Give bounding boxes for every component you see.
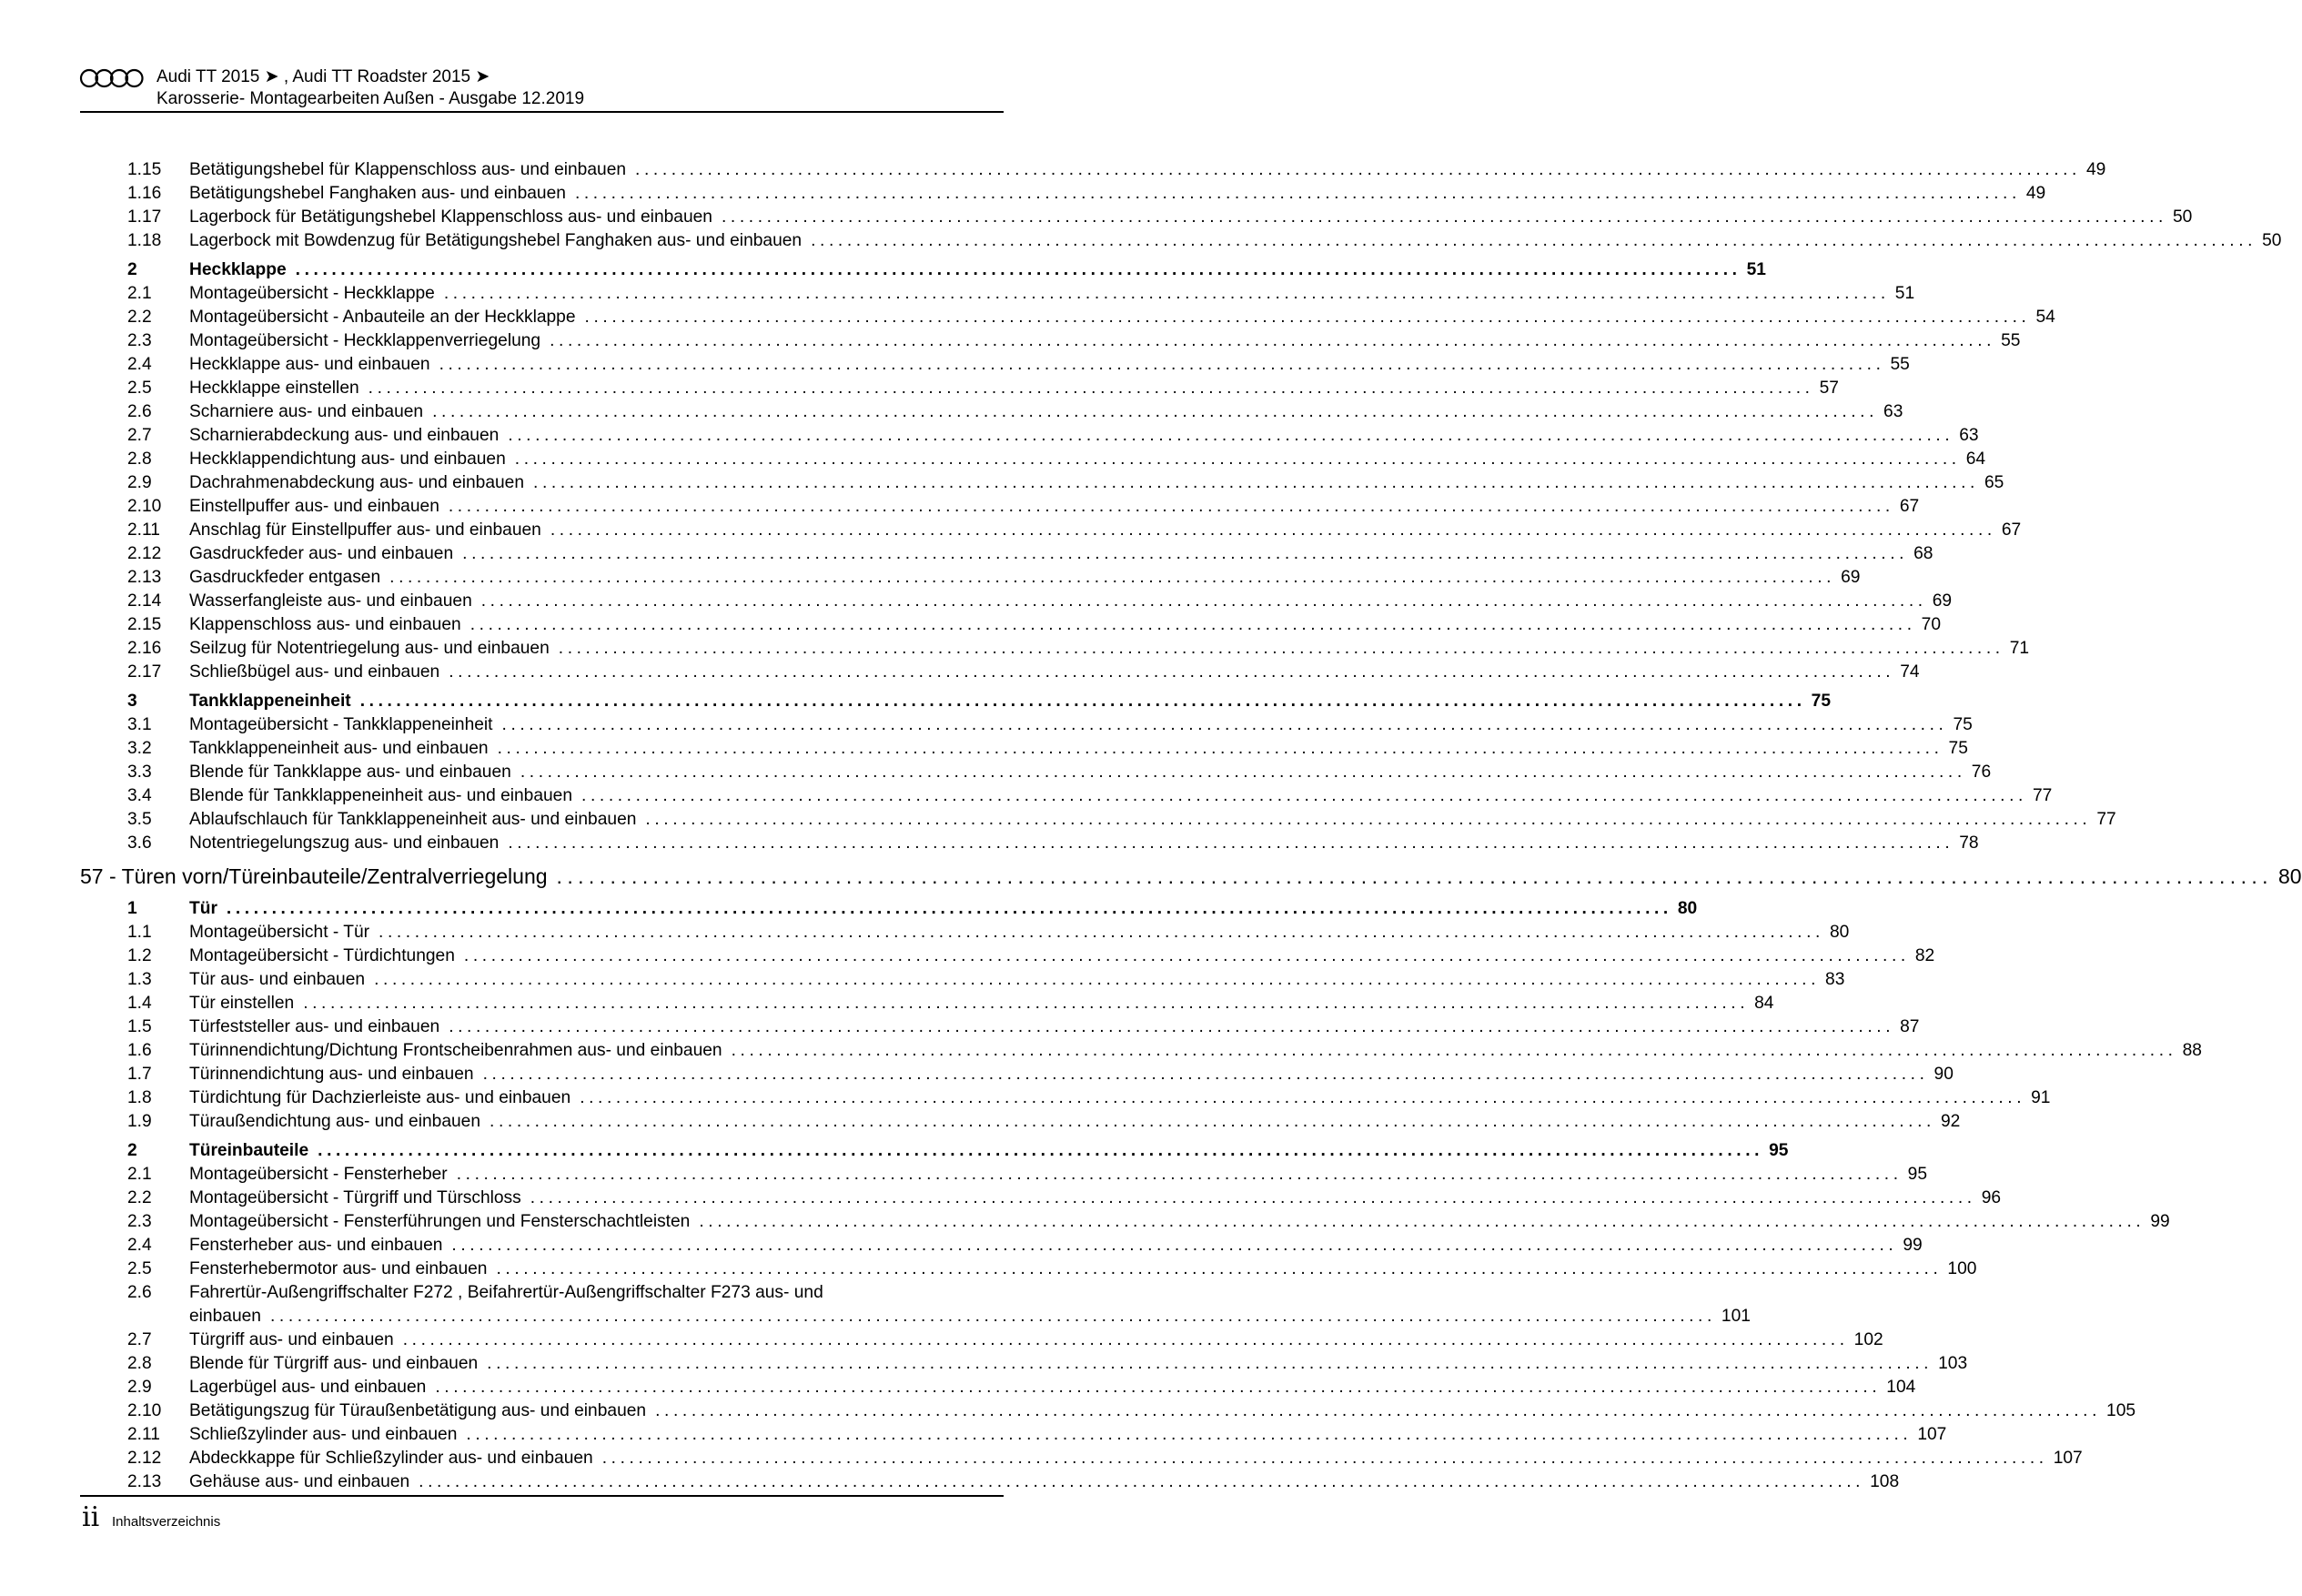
toc-entry-number: 1.7 — [127, 1065, 152, 1084]
toc-entry-row[interactable] — [80, 495, 1920, 519]
toc-entry-number: 2.13 — [127, 1472, 162, 1491]
toc-entry-title: Dachrahmenabdeckung aus- und einbauen — [189, 473, 525, 492]
toc-entry-number: 2.12 — [127, 1449, 162, 1468]
toc-page-number: 74 — [1900, 662, 1920, 682]
dot-leader: ................................................................................................................................................................ — [487, 1354, 1933, 1373]
toc-entry-title: Türfeststeller aus- und einbauen — [189, 1017, 440, 1036]
dot-leader: ................................................................................................................................................................ — [496, 1259, 1943, 1278]
toc-page-number: 103 — [1938, 1354, 1968, 1373]
toc-page-number: 83 — [1825, 970, 1845, 989]
toc-page-number: 49 — [2025, 184, 2046, 203]
toc-entry-row[interactable] — [80, 1281, 1751, 1328]
toc-entry-number: 2.8 — [127, 1354, 152, 1373]
toc-entry-title: Heckklappendichtung aus- und einbauen — [189, 450, 506, 469]
dot-leader: ................................................................................................................................................................ — [508, 833, 1954, 853]
dot-leader: ................................................................................................................................................................ — [466, 1425, 1913, 1444]
toc-page-number: 69 — [1841, 568, 1861, 587]
dot-leader: ................................................................................................................................................................ — [581, 786, 2027, 805]
dot-leader: ................................................................................................................................................................ — [490, 1112, 1935, 1131]
toc-entry-title: Türeinbauteile — [189, 1141, 309, 1160]
toc-entry-number: 1.17 — [127, 207, 162, 227]
toc-page-number: 51 — [1746, 260, 1766, 279]
toc-entry-row[interactable] — [80, 1376, 1916, 1399]
toc-entry-title: Lagerbock mit Bowdenzug für Betätigungshebel Fanghaken aus- und einbauen — [189, 231, 803, 250]
toc-entry-title: Tankklappeneinheit aus- und einbauen — [189, 739, 489, 758]
toc-entry-number: 2.12 — [127, 544, 162, 563]
toc-entry-title: Notentriegelungszug aus- und einbauen — [189, 833, 500, 853]
toc-section-row[interactable] — [80, 258, 1766, 282]
dot-leader: ................................................................................................................................................................ — [469, 615, 1916, 634]
toc-entry-title: Tür — [189, 899, 217, 918]
dot-leader: ................................................................................................................................................................ — [533, 473, 1979, 492]
toc-entry-number: 3.1 — [127, 715, 152, 734]
toc-page-number: 50 — [2262, 231, 2282, 250]
toc-page-number: 77 — [2032, 786, 2053, 805]
toc-page-number: 108 — [1870, 1472, 1900, 1491]
toc-entry-row[interactable] — [80, 921, 1850, 944]
toc-entry-title: Montageübersicht - Tür — [189, 923, 370, 942]
toc-entry-row[interactable] — [80, 424, 1979, 448]
dot-leader: ................................................................................................................................................................ — [463, 946, 1910, 965]
dot-leader: ................................................................................................................................................................ — [448, 497, 1894, 516]
toc-page-number: 107 — [1917, 1425, 1947, 1444]
toc-entry-title: Türdichtung für Dachzierleiste aus- und einbauen — [189, 1088, 571, 1107]
toc-entry-number: 2.4 — [127, 355, 152, 374]
toc-entry-title: Blende für Türgriff aus- und einbauen — [189, 1354, 479, 1373]
toc-entry-title: Klappenschloss aus- und einbauen — [189, 615, 461, 634]
toc-entry-title: Montageübersicht - Türgriff und Türschloss — [189, 1188, 521, 1207]
toc-entry-title: Lagerbügel aus- und einbauen — [189, 1378, 427, 1397]
toc-page-number: 95 — [1769, 1141, 1789, 1160]
toc-entry-row[interactable] — [80, 784, 2053, 808]
toc-entry-number: 2.3 — [127, 1212, 152, 1231]
dot-leader: ................................................................................................................................................................ — [480, 591, 1927, 611]
dot-leader: ................................................................................................................................................................ — [269, 1307, 1716, 1326]
toc-entry-title: Scharnierabdeckung aus- und einbauen — [189, 426, 500, 445]
toc-entry-row[interactable] — [80, 1399, 2136, 1423]
toc-entry-title: Scharniere aus- und einbauen — [189, 402, 424, 421]
toc-entry-title: Montageübersicht - Fensterführungen und Fensterschachtleisten — [189, 1212, 691, 1231]
toc-entry-row[interactable] — [80, 944, 1935, 968]
toc-entry-number: 2.5 — [127, 379, 152, 398]
dot-leader: ................................................................................................................................................................ — [462, 544, 1909, 563]
toc-entry-row[interactable] — [80, 1063, 1954, 1086]
toc-entry-row[interactable] — [80, 566, 1861, 590]
dot-leader: ................................................................................................................................................................ — [501, 715, 1948, 734]
toc-page-number: 67 — [2001, 520, 2022, 540]
dot-leader: ................................................................................................................................................................ — [402, 1330, 1849, 1349]
toc-entry-number: 2.4 — [127, 1236, 152, 1255]
toc-entry-number: 2.14 — [127, 591, 162, 611]
toc-page-number: 64 — [1965, 450, 1986, 469]
toc-entry-number: 3.4 — [127, 786, 152, 805]
toc-entry-title: Wasserfangleiste aus- und einbauen — [189, 591, 472, 611]
footer-page-number: ii — [82, 1501, 100, 1533]
toc-entry-title: Betätigungshebel für Klappenschloss aus- und einbauen — [189, 160, 627, 179]
toc-page-number: 67 — [1899, 497, 1920, 516]
toc-entry-number: 1.4 — [127, 994, 152, 1013]
toc-entry-number: 2.8 — [127, 450, 152, 469]
toc-entry-title: Türinnendichtung/Dichtung Frontscheibenrahmen aus- und einbauen — [189, 1041, 722, 1060]
toc-page-number: 76 — [1971, 763, 1992, 782]
toc-entry-title: Blende für Tankklappeneinheit aus- und einbauen — [189, 786, 573, 805]
toc-page-number: 75 — [1811, 692, 1831, 711]
toc-entry-title: Heckklappe — [189, 260, 287, 279]
toc-entry-title: Türgriff aus- und einbauen — [189, 1330, 394, 1349]
dot-leader: ................................................................................................................................................................ — [556, 864, 2273, 888]
toc-page-number: 100 — [1947, 1259, 1977, 1278]
toc-entry-row[interactable] — [80, 400, 1903, 424]
toc-page-number: 107 — [2053, 1449, 2083, 1468]
toc-entry-title: Einstellpuffer aus- und einbauen — [189, 497, 439, 516]
toc-entry-row[interactable] — [80, 329, 2021, 353]
toc-page-number: 69 — [1932, 591, 1953, 611]
toc-entry-row[interactable] — [80, 377, 1839, 400]
toc-entry-title: Tankklappeneinheit — [189, 692, 351, 711]
dot-leader: ................................................................................................................................................................ — [497, 739, 1944, 758]
toc-page-number: 80 — [2277, 864, 2302, 888]
toc-page-number: 92 — [1940, 1112, 1961, 1131]
toc-entry-row[interactable] — [80, 158, 2106, 182]
toc-entry-row[interactable] — [80, 448, 1986, 471]
toc-entry-row[interactable] — [80, 519, 2022, 542]
toc-page-number: 95 — [1907, 1165, 1927, 1184]
toc-entry-title: Abdeckkappe für Schließzylinder aus- und einbauen — [189, 1449, 593, 1468]
toc-entry-number: 2.1 — [127, 284, 152, 303]
toc-entry-number: 1.1 — [127, 923, 152, 942]
dot-leader: ................................................................................................................................................................ — [374, 970, 1821, 989]
toc-entry-number: 2 — [127, 260, 137, 279]
toc-entry-number: 2.13 — [127, 568, 162, 587]
dot-leader: ................................................................................................................................................................ — [645, 810, 2092, 829]
dot-leader: ................................................................................................................................................................ — [435, 1378, 1882, 1397]
toc-entry-row[interactable] — [80, 992, 1774, 1015]
toc-page-number: 70 — [1921, 615, 1941, 634]
toc-page-number: 54 — [2035, 308, 2055, 327]
toc-entry-number: 2.6 — [127, 402, 152, 421]
toc-entry-title: Montageübersicht - Heckklappenverriegelung — [189, 331, 541, 350]
toc-entry-title: Gehäuse aus- und einbauen — [189, 1472, 410, 1491]
toc-entry-row[interactable] — [80, 832, 1979, 855]
toc-entry-number: 2.9 — [127, 473, 152, 492]
dot-leader: ................................................................................................................................................................ — [601, 1449, 2048, 1468]
toc-entry-row[interactable] — [80, 182, 2046, 206]
toc-entry-title: Montageübersicht - Türdichtungen — [189, 946, 455, 965]
toc-entry-row[interactable] — [80, 968, 1845, 992]
toc-page-number: 71 — [2009, 639, 2030, 658]
toc-entry-row[interactable] — [80, 661, 1920, 684]
dot-leader: ................................................................................................................................................................ — [530, 1188, 1976, 1207]
toc-page-number: 99 — [2150, 1212, 2170, 1231]
dot-leader: ................................................................................................................................................................ — [482, 1065, 1929, 1084]
dot-leader: ................................................................................................................................................................ — [295, 260, 1742, 279]
toc-entry-number: 2.17 — [127, 662, 162, 682]
dot-leader: ................................................................................................................................................................ — [451, 1236, 1898, 1255]
toc-entry-row[interactable] — [80, 613, 1941, 637]
toc-entry-title: Schließbügel aus- und einbauen — [189, 662, 440, 682]
toc-page-number: 63 — [1959, 426, 1979, 445]
dot-leader: ................................................................................................................................................................ — [731, 1041, 2177, 1060]
dot-leader: ................................................................................................................................................................ — [514, 450, 1961, 469]
toc-entry-title: Montageübersicht - Fensterheber — [189, 1165, 448, 1184]
toc-entry-number: 2.15 — [127, 615, 162, 634]
toc-page-number: 80 — [1677, 899, 1698, 918]
toc-page-number: 75 — [1948, 739, 1968, 758]
toc-entry-number: 1.16 — [127, 184, 162, 203]
toc-page-number: 96 — [1981, 1188, 2002, 1207]
audi-rings-logo-icon — [80, 67, 144, 89]
toc-entry-number: 1.5 — [127, 1017, 152, 1036]
toc-entry-title: Montageübersicht - Tankklappeneinheit — [189, 715, 493, 734]
toc-entry-row[interactable] — [80, 737, 1968, 761]
dot-leader: ................................................................................................................................................................ — [318, 1141, 1764, 1160]
toc-entry-number: 2.7 — [127, 426, 152, 445]
toc-entry-number: 2.5 — [127, 1259, 152, 1278]
toc-section-row[interactable] — [80, 690, 1831, 713]
dot-leader: ................................................................................................................................................................ — [379, 923, 1824, 942]
toc-entry-title: Anschlag für Einstellpuffer aus- und einbauen — [189, 520, 541, 540]
toc-entry-number: 2.10 — [127, 497, 162, 516]
toc-page-number: 88 — [2182, 1041, 2202, 1060]
toc-entry-row[interactable] — [80, 1110, 1961, 1134]
toc-entry-number: 3.6 — [127, 833, 152, 853]
toc-entry-row[interactable] — [80, 1234, 1923, 1258]
toc-page-number: 101 — [1721, 1307, 1751, 1326]
toc-entry-title: Lagerbock für Betätigungshebel Klappenschloss aus- und einbauen — [189, 207, 712, 227]
toc-page-number: 91 — [2031, 1088, 2051, 1107]
toc-page-number: 78 — [1959, 833, 1979, 853]
toc-entry-number: 2.2 — [127, 1188, 152, 1207]
toc-entry-number: 2.16 — [127, 639, 162, 658]
dot-leader: ................................................................................................................................................................ — [226, 899, 1672, 918]
toc-entry-row[interactable] — [80, 1258, 1977, 1281]
toc-entry-number: 2 — [127, 1141, 137, 1160]
toc-entry-number: 1.3 — [127, 970, 152, 989]
toc-entry-number: 1.18 — [127, 231, 162, 250]
toc-entry-number: 1 — [127, 899, 137, 918]
dot-leader: ................................................................................................................................................................ — [721, 207, 2167, 227]
header-divider — [80, 111, 1004, 113]
toc-entry-number: 3.5 — [127, 810, 152, 829]
toc-entry-row[interactable] — [80, 471, 2004, 495]
dot-leader: ................................................................................................................................................................ — [580, 1088, 2026, 1107]
dot-leader: ................................................................................................................................................................ — [449, 662, 1895, 682]
toc-page-number: 104 — [1886, 1378, 1916, 1397]
toc-entry-row[interactable] — [80, 1470, 1900, 1494]
toc-page-number: 49 — [2086, 160, 2106, 179]
toc-entry-row[interactable] — [80, 1328, 1883, 1352]
toc-entry-title: Schließzylinder aus- und einbauen — [189, 1425, 458, 1444]
dot-leader: ................................................................................................................................................................ — [432, 402, 1879, 421]
footer-label: Inhaltsverzeichnis — [112, 1514, 221, 1530]
toc-entry-number: 1.6 — [127, 1041, 152, 1060]
toc-page-number: 65 — [1984, 473, 2004, 492]
dot-leader: ................................................................................................................................................................ — [449, 1017, 1895, 1036]
toc-entry-title: Fensterhebermotor aus- und einbauen — [189, 1259, 488, 1278]
toc-page-number: 77 — [2096, 810, 2116, 829]
dot-leader: ................................................................................................................................................................ — [699, 1212, 2146, 1231]
toc-entry-row[interactable] — [80, 637, 2030, 661]
toc-entry-number: 2.11 — [127, 520, 160, 540]
toc-entry-row[interactable] — [80, 1039, 2202, 1063]
dot-leader: ................................................................................................................................................................ — [439, 355, 1885, 374]
toc-entry-title: Blende für Tankklappe aus- und einbauen — [189, 763, 511, 782]
dot-leader: ................................................................................................................................................................ — [419, 1472, 1865, 1491]
toc-page-number: 51 — [1894, 284, 1915, 303]
toc-entry-row[interactable] — [80, 1447, 2083, 1470]
toc-page-number: 105 — [2106, 1401, 2136, 1420]
dot-leader: ................................................................................................................................................................ — [456, 1165, 1903, 1184]
toc-entry-title: 57 - Türen vorn/Türeinbauteile/Zentralverriegelung — [80, 864, 548, 888]
toc-page-number: 82 — [1914, 946, 1935, 965]
dot-leader: ................................................................................................................................................................ — [574, 184, 2021, 203]
toc-entry-number: 2.2 — [127, 308, 152, 327]
toc-entry-number: 2.7 — [127, 1330, 152, 1349]
toc-page-number: 63 — [1883, 402, 1903, 421]
toc-entry-number: 1.2 — [127, 946, 152, 965]
toc-entry-row[interactable] — [80, 306, 2055, 329]
dot-leader: ................................................................................................................................................................ — [550, 331, 1996, 350]
toc-entry-number: 2.1 — [127, 1165, 152, 1184]
toc-entry-row[interactable] — [80, 761, 1992, 784]
toc-entry-number: 3.3 — [127, 763, 152, 782]
toc-entry-number: 1.15 — [127, 160, 162, 179]
toc-entry-row[interactable] — [80, 1163, 1927, 1187]
toc-page-number: 80 — [1829, 923, 1850, 942]
dot-leader: ................................................................................................................................................................ — [443, 284, 1890, 303]
header-subtitle: Karosserie- Montagearbeiten Außen - Ausgabe 12.2019 — [156, 89, 585, 108]
header-title: Audi TT 2015 ➤ , Audi TT Roadster 2015 ➤ — [156, 67, 490, 86]
toc-entry-number: 3.2 — [127, 739, 152, 758]
dot-leader: ................................................................................................................................................................ — [558, 639, 2004, 658]
toc-page-number: 99 — [1903, 1236, 1923, 1255]
dot-leader: ................................................................................................................................................................ — [359, 692, 1806, 711]
toc-entry-title: Heckklappe einstellen — [189, 379, 359, 398]
toc-entry-number: 1.9 — [127, 1112, 152, 1131]
toc-page-number: 102 — [1853, 1330, 1883, 1349]
toc-entry-number: 2.10 — [127, 1401, 162, 1420]
toc-entry-title: Tür einstellen — [189, 994, 295, 1013]
toc-section-row[interactable] — [80, 897, 1698, 921]
table-of-contents — [80, 158, 2302, 1494]
toc-entry-number: 3 — [127, 692, 137, 711]
toc-entry-title: Montageübersicht - Anbauteile an der Heckklappe — [189, 308, 576, 327]
toc-entry-row[interactable] — [80, 590, 1953, 613]
dot-leader: ................................................................................................................................................................ — [635, 160, 2081, 179]
toc-entry-title: Gasdruckfeder entgasen — [189, 568, 381, 587]
toc-entry-number: 2.9 — [127, 1378, 152, 1397]
toc-section-row[interactable] — [80, 1139, 1789, 1163]
dot-leader: ................................................................................................................................................................ — [368, 379, 1814, 398]
toc-entry-row[interactable] — [80, 1086, 2051, 1110]
toc-page-number: 84 — [1754, 994, 1774, 1013]
toc-entry-title: Türaußendichtung aus- und einbauen — [189, 1112, 481, 1131]
dot-leader: ................................................................................................................................................................ — [584, 308, 2031, 327]
toc-entry-title: Montageübersicht - Heckklappe — [189, 284, 435, 303]
toc-entry-title: einbauen — [189, 1307, 261, 1326]
dot-leader: ................................................................................................................................................................ — [303, 994, 1750, 1013]
toc-page-number: 55 — [1890, 355, 1910, 374]
toc-entry-row[interactable] — [80, 713, 1973, 737]
toc-page-number: 57 — [1819, 379, 1839, 398]
toc-entry-number: 2.3 — [127, 331, 152, 350]
dot-leader: ................................................................................................................................................................ — [520, 763, 1966, 782]
toc-entry-row[interactable] — [80, 542, 1933, 566]
toc-entry-title: Betätigungshebel Fanghaken aus- und einbauen — [189, 184, 566, 203]
toc-entry-row[interactable] — [80, 1187, 2002, 1210]
toc-entry-title: Ablaufschlauch für Tankklappeneinheit aus- und einbauen — [189, 810, 637, 829]
toc-entry-number: 2.11 — [127, 1425, 160, 1444]
toc-entry-row[interactable] — [80, 353, 1910, 377]
toc-entry-title: Betätigungszug für Türaußenbetätigung aus- und einbauen — [189, 1401, 647, 1420]
toc-entry-row[interactable] — [80, 282, 1915, 306]
toc-entry-title-line1: Fahrertür-Außengriffschalter F272 , Beifahrertür-Außengriffschalter F273 aus- und — [189, 1283, 823, 1302]
dot-leader: ................................................................................................................................................................ — [508, 426, 1954, 445]
dot-leader: ................................................................................................................................................................ — [655, 1401, 2102, 1420]
toc-page-number: 50 — [2172, 207, 2193, 227]
toc-entry-number: 2.6 — [127, 1283, 152, 1302]
toc-entry-number: 1.8 — [127, 1088, 152, 1107]
toc-chapter-row[interactable] — [80, 861, 2302, 892]
dot-leader: ................................................................................................................................................................ — [550, 520, 1996, 540]
toc-entry-row[interactable] — [80, 1210, 2170, 1234]
toc-entry-row[interactable] — [80, 1015, 1920, 1039]
toc-entry-title: Fensterheber aus- und einbauen — [189, 1236, 443, 1255]
toc-entry-title: Tür aus- und einbauen — [189, 970, 366, 989]
toc-page-number: 87 — [1900, 1017, 1920, 1036]
toc-page-number: 90 — [1933, 1065, 1954, 1084]
toc-page-number: 68 — [1913, 544, 1933, 563]
toc-entry-title: Seilzug für Notentriegelung aus- und einbauen — [189, 639, 550, 658]
toc-entry-row[interactable] — [80, 229, 2282, 253]
toc-page-number: 75 — [1953, 715, 1973, 734]
toc-entry-title: Türinnendichtung aus- und einbauen — [189, 1065, 474, 1084]
toc-entry-row[interactable] — [80, 808, 2116, 832]
dot-leader: ................................................................................................................................................................ — [389, 568, 1836, 587]
toc-entry-row[interactable] — [80, 206, 2193, 229]
toc-page-number: 55 — [2001, 331, 2021, 350]
dot-leader: ................................................................................................................................................................ — [811, 231, 2257, 250]
toc-entry-row[interactable] — [80, 1352, 1968, 1376]
footer-divider — [80, 1495, 1004, 1497]
toc-entry-title: Gasdruckfeder aus- und einbauen — [189, 544, 454, 563]
toc-entry-row[interactable] — [80, 1423, 1947, 1447]
toc-entry-title: Heckklappe aus- und einbauen — [189, 355, 430, 374]
